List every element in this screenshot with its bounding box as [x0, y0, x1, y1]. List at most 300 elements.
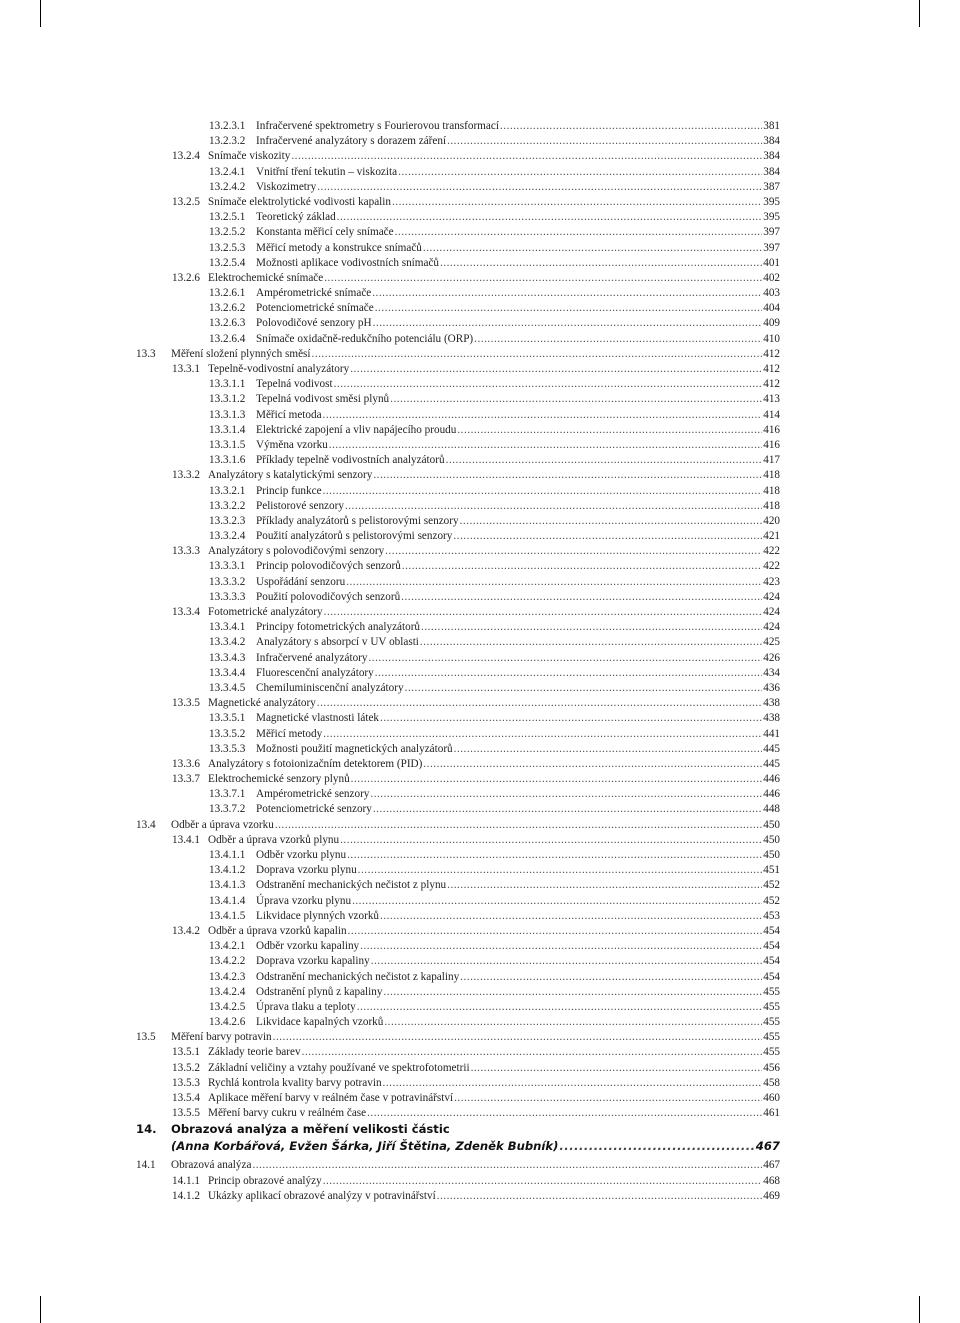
- toc-entry-page: 455: [763, 985, 780, 998]
- toc-entry-title: Analyzátory s absorpcí v UV oblasti: [256, 635, 420, 650]
- toc-entry[interactable]: [136, 134, 780, 149]
- toc-leader-dots: [275, 818, 762, 833]
- toc-entry[interactable]: [136, 1030, 780, 1045]
- toc-entry-title: Možnosti aplikace vodivostních snímačů: [256, 256, 440, 271]
- toc-leader-dots: [423, 757, 762, 772]
- toc-entry-page: 446: [763, 788, 780, 801]
- toc-entry-page: 412: [763, 347, 780, 360]
- toc-leader-dots: [460, 514, 763, 529]
- crop-mark-top-right: [919, 0, 920, 27]
- toc-entry-number: 13.4.2: [172, 924, 200, 937]
- toc-entry-number: 13.3.1: [172, 363, 200, 375]
- toc-entry[interactable]: [136, 939, 780, 954]
- toc-entry-page: 416: [763, 438, 780, 451]
- toc-entry-number: 13.3.4.2: [209, 636, 246, 649]
- toc-entry-page: 395: [763, 211, 780, 224]
- toc-entry-page: 402: [763, 271, 780, 284]
- toc-entry[interactable]: [136, 529, 780, 544]
- toc-leader-dots: [402, 559, 762, 574]
- toc-leader-dots: [390, 392, 762, 407]
- toc-entry-number: 13.2.5.1: [209, 211, 246, 224]
- toc-entry-title: Infračervené analyzátory: [256, 651, 369, 666]
- toc-entry-page: 414: [763, 408, 780, 421]
- toc-entry[interactable]: [136, 1138, 780, 1155]
- toc-entry[interactable]: [136, 970, 780, 985]
- toc-entry-page: 423: [763, 575, 780, 588]
- toc-entry-body: [136, 544, 780, 559]
- toc-leader-dots: [500, 119, 762, 134]
- toc-entry[interactable]: [136, 377, 780, 392]
- toc-entry-title: Příklady analyzátorů s pelistorovými senzory: [256, 514, 460, 529]
- crop-mark-bottom-right: [919, 1296, 920, 1323]
- toc-entry[interactable]: [136, 1091, 780, 1106]
- toc-entry-page: 409: [763, 317, 780, 330]
- toc-entry[interactable]: [136, 666, 780, 681]
- toc-entry[interactable]: [136, 316, 780, 331]
- toc-leader-dots: [371, 954, 763, 969]
- toc-leader-dots: [447, 134, 762, 149]
- toc-entry-page: 384: [763, 150, 780, 163]
- toc-leader-dots: [447, 878, 762, 893]
- toc-entry-number: 13.3.1.3: [209, 408, 246, 421]
- toc-entry-title: Elektrochemické snímače: [208, 271, 324, 286]
- toc-leader-dots: [392, 195, 762, 210]
- toc-entry-title: Princip obrazové analýzy: [208, 1174, 323, 1189]
- toc-entry-page: 397: [763, 226, 780, 239]
- toc-entry-title: Viskozimetry: [256, 180, 317, 195]
- toc-entry-title: Fotometrické analyzátory: [208, 605, 324, 620]
- toc-entry-body: [136, 362, 780, 377]
- toc-entry-page: 397: [763, 241, 780, 254]
- toc-leader-dots: [317, 180, 762, 195]
- toc-leader-dots: [347, 848, 762, 863]
- toc-entry-number: 13.5.5: [172, 1107, 200, 1120]
- toc-entry[interactable]: [136, 1121, 780, 1138]
- toc-entry-number: 13.3.3.1: [209, 560, 246, 573]
- toc-entry-title: Odběr vzorku plynu: [256, 848, 347, 863]
- toc-entry-number: 13.3.4.4: [209, 666, 246, 679]
- toc-entry-number: 13.3.5: [172, 697, 200, 710]
- toc-entry-page: 446: [763, 773, 780, 786]
- toc-entry-body: [136, 1076, 780, 1091]
- toc-entry-page: 467: [755, 1139, 780, 1154]
- toc-leader-dots: [384, 1015, 762, 1030]
- toc-entry[interactable]: [136, 195, 780, 210]
- toc-entry[interactable]: [136, 1106, 780, 1121]
- toc-entry-number: 13.2.4.2: [209, 180, 246, 193]
- toc-entry-page: 403: [763, 287, 780, 300]
- toc-leader-dots: [398, 165, 762, 180]
- toc-leader-dots: [453, 529, 762, 544]
- toc-entry-page: 450: [763, 818, 780, 831]
- toc-entry-body: [136, 1189, 780, 1204]
- toc-entry-page: 424: [763, 590, 780, 603]
- toc-entry-number: 13.4.1.4: [209, 894, 246, 907]
- toc-entry-title: Základy teorie barev: [208, 1045, 302, 1060]
- toc-entry-title: Princip funkce: [256, 484, 323, 499]
- toc-entry-number: 13.3.2.2: [209, 499, 246, 512]
- toc-entry[interactable]: [136, 954, 780, 969]
- toc-entry-body: [136, 818, 780, 833]
- toc-entry[interactable]: [136, 149, 780, 164]
- toc-entry[interactable]: [136, 408, 780, 423]
- toc-entry-page: 448: [763, 803, 780, 816]
- toc-entry-number: 13.5.3: [172, 1076, 200, 1089]
- toc-entry-number: 13.2.5.2: [209, 226, 246, 239]
- toc-entry-page: 438: [763, 697, 780, 710]
- toc-entry-body: [136, 1061, 780, 1076]
- toc-entry[interactable]: [136, 559, 780, 574]
- toc-entry-number: 13.4.1: [172, 833, 200, 846]
- toc-entry-page: 436: [763, 681, 780, 694]
- toc-leader-dots: [460, 970, 762, 985]
- toc-entry-page: 454: [763, 924, 780, 937]
- toc-entry[interactable]: [136, 165, 780, 180]
- toc-entry-number: 13.3.7.2: [209, 803, 246, 816]
- toc-entry[interactable]: [136, 909, 780, 924]
- toc-entry[interactable]: [136, 241, 780, 256]
- toc-entry[interactable]: [136, 711, 780, 726]
- toc-entry-page: 455: [763, 1000, 780, 1013]
- toc-entry-title: Ukázky aplikací obrazové analýzy v potravinářství: [208, 1189, 437, 1204]
- toc-entry-body: [136, 757, 780, 772]
- toc-entry-page: 467: [763, 1159, 780, 1172]
- toc-leader-dots: [351, 772, 763, 787]
- toc-entry-title: Vnitřní tření tekutin – viskozita: [256, 165, 398, 180]
- toc-leader-dots: [317, 696, 762, 711]
- toc-entry-title: Úprava tlaku a teploty: [256, 1000, 357, 1015]
- toc-entry[interactable]: [136, 742, 780, 757]
- toc-leader-dots: [423, 241, 762, 256]
- toc-leader-dots: [421, 620, 762, 635]
- toc-entry-page: 418: [763, 469, 780, 482]
- toc-entry[interactable]: [136, 1000, 780, 1015]
- toc-entry-page: 469: [763, 1189, 780, 1202]
- table-of-contents: [136, 119, 780, 1204]
- toc-entry-number: 13.4.2.3: [209, 970, 246, 983]
- toc-entry-page: 413: [763, 393, 780, 406]
- toc-entry[interactable]: [136, 1015, 780, 1030]
- toc-leader-dots: [373, 802, 762, 817]
- toc-entry[interactable]: [136, 438, 780, 453]
- toc-entry-number: 13.3.4.1: [209, 621, 246, 634]
- toc-entry-body: [136, 195, 780, 210]
- toc-entry[interactable]: [136, 362, 780, 377]
- toc-entry[interactable]: [136, 696, 780, 711]
- toc-entry-title: Měřicí metoda: [256, 408, 323, 423]
- toc-entry[interactable]: [136, 651, 780, 666]
- toc-entry[interactable]: [136, 1174, 780, 1189]
- toc-leader-dots: [385, 544, 762, 559]
- toc-leader-dots: [291, 149, 762, 164]
- toc-entry-title: Potenciometrické snímače: [256, 301, 375, 316]
- toc-entry[interactable]: [136, 514, 780, 529]
- toc-entry[interactable]: [136, 544, 780, 559]
- crop-mark-bottom-left: [40, 1296, 41, 1323]
- toc-entry-title: Použití polovodičových senzorů: [256, 590, 401, 605]
- toc-entry[interactable]: [136, 119, 780, 134]
- toc-entry[interactable]: [136, 1158, 780, 1173]
- toc-entry-title: Uspořádání senzoru: [256, 575, 346, 590]
- toc-entry-number: 13.3.5.3: [209, 742, 246, 755]
- toc-entry-body: [136, 605, 780, 620]
- toc-entry-number: 13.4.1.2: [209, 864, 246, 877]
- toc-entry-page: 418: [763, 499, 780, 512]
- toc-entry-number: 13.2.5.3: [209, 241, 246, 254]
- toc-entry-page: 455: [763, 1016, 780, 1029]
- toc-entry-page: 441: [763, 727, 780, 740]
- toc-entry-number: 13.3.5.2: [209, 727, 246, 740]
- toc-entry-page: 412: [763, 378, 780, 391]
- toc-entry-page: 395: [763, 195, 780, 208]
- toc-entry[interactable]: [136, 1076, 780, 1091]
- toc-entry-number: 13.4.2.5: [209, 1000, 246, 1013]
- toc-entry-page: 454: [763, 940, 780, 953]
- toc-entry[interactable]: [136, 620, 780, 635]
- toc-entry-title: Chemiluminiscenční analyzátory: [256, 681, 405, 696]
- toc-entry-page: 434: [763, 666, 780, 679]
- toc-entry[interactable]: [136, 499, 780, 514]
- toc-entry-page: 384: [763, 165, 780, 178]
- toc-entry-page: 468: [763, 1174, 780, 1187]
- toc-entry-number: 13.4.2.1: [209, 940, 246, 953]
- toc-entry-title: Konstanta měřicí cely snímače: [256, 225, 395, 240]
- toc-entry-title: Snímače elektrolytické vodivosti kapalin: [208, 195, 392, 210]
- toc-entry[interactable]: [136, 332, 780, 347]
- toc-entry-body: [136, 1121, 780, 1138]
- toc-entry-number: 13.3.5.1: [209, 712, 246, 725]
- toc-entry[interactable]: [136, 681, 780, 696]
- toc-entry-title: Likvidace plynných vzorků: [256, 909, 380, 924]
- toc-leader-dots: [440, 256, 762, 271]
- toc-entry[interactable]: [136, 484, 780, 499]
- toc-leader-dots: [457, 423, 762, 438]
- toc-entry-number: 13.3.6: [172, 757, 200, 770]
- toc-entry-title: Ampérometrické senzory: [256, 787, 370, 802]
- toc-leader-dots: [395, 225, 763, 240]
- toc-entry-page: 450: [763, 849, 780, 861]
- toc-leader-dots: [405, 681, 763, 696]
- toc-entry-title: Tepelná vodivost: [256, 377, 334, 392]
- toc-entry-page: 424: [763, 606, 780, 618]
- toc-entry-page: 412: [763, 363, 780, 375]
- toc-entry-number: 13.3.7.1: [209, 788, 246, 801]
- toc-entry-number: 13.4.2.4: [209, 985, 246, 998]
- toc-entry-number: 13.3.4.5: [209, 681, 246, 694]
- toc-entry[interactable]: [136, 392, 780, 407]
- toc-entry-title: Odběr a úprava vzorku: [171, 818, 275, 833]
- toc-entry-number: 13.2.4.1: [209, 165, 246, 178]
- toc-entry-number: 14.1: [136, 1159, 156, 1172]
- toc-entry[interactable]: [136, 787, 780, 802]
- toc-entry-title: Odběr a úprava vzorků kapalin: [208, 924, 348, 939]
- toc-entry-number: 13.3.3.3: [209, 590, 246, 603]
- toc-entry-title: Infračervené analyzátory s dorazem záření: [256, 134, 447, 149]
- toc-leader-dots: [375, 301, 762, 316]
- toc-entry[interactable]: [136, 468, 780, 483]
- toc-entry-body: [136, 1030, 780, 1045]
- toc-entry-page: 453: [763, 909, 780, 922]
- toc-leader-dots: [340, 833, 762, 848]
- toc-entry[interactable]: [136, 757, 780, 772]
- toc-entry-number: 13.2.6.1: [209, 287, 246, 300]
- toc-entry-page: 454: [763, 955, 780, 968]
- toc-entry[interactable]: [136, 453, 780, 468]
- toc-entry-page: 456: [763, 1061, 780, 1074]
- toc-entry[interactable]: [136, 1189, 780, 1204]
- toc-entry-title: Snímače viskozity: [208, 149, 291, 164]
- toc-entry-number: 13.5.4: [172, 1092, 200, 1104]
- toc-leader-dots: [323, 408, 763, 423]
- toc-entry-title: Měření barvy potravin: [171, 1030, 273, 1045]
- toc-entry[interactable]: [136, 301, 780, 316]
- toc-entry-page: 452: [763, 894, 780, 907]
- toc-entry-title: Úprava vzorku plynu: [256, 894, 352, 909]
- toc-entry-number: 13.3.3: [172, 545, 200, 558]
- toc-entry[interactable]: [136, 347, 780, 362]
- toc-leader-dots: [334, 377, 763, 392]
- toc-entry-number: 13.5.2: [172, 1061, 200, 1074]
- toc-entry-number: 13.3.1.4: [209, 423, 246, 436]
- toc-entry-number: 14.: [136, 1122, 157, 1137]
- toc-entry-body: [136, 1045, 780, 1060]
- toc-entry[interactable]: [136, 727, 780, 742]
- toc-leader-dots: [312, 347, 763, 362]
- toc-leader-dots: [474, 332, 762, 347]
- toc-entry-title: Odstranění mechanických nečistot z kapaliny: [256, 970, 460, 985]
- toc-entry-title: Rychlá kontrola kvality barvy potravin: [208, 1076, 383, 1091]
- toc-entry[interactable]: [136, 635, 780, 650]
- toc-entry[interactable]: [136, 833, 780, 848]
- crop-mark-top-left: [40, 0, 41, 27]
- toc-entry[interactable]: [136, 863, 780, 878]
- toc-entry-number: 14.1.2: [172, 1189, 200, 1202]
- toc-entry-number: 13.3.2.4: [209, 530, 246, 543]
- toc-entry-title: Infračervené spektrometry s Fourierovou transformací: [256, 119, 500, 134]
- toc-entry-number: 13.4.1.3: [209, 879, 246, 892]
- toc-entry-body: [136, 1174, 780, 1189]
- toc-entry-page: 381: [763, 120, 780, 132]
- toc-entry-body: [136, 772, 780, 787]
- toc-entry-title: Základní veličiny a vztahy používané ve spektrofotometrii: [208, 1061, 471, 1076]
- toc-entry[interactable]: [136, 575, 780, 590]
- toc-entry-title: Doprava vzorku plynu: [256, 863, 358, 878]
- toc-leader-dots: [357, 1000, 762, 1015]
- toc-entry-title: Výměna vzorku: [256, 438, 329, 453]
- toc-entry-body: [136, 347, 780, 362]
- toc-leader-dots: [401, 590, 762, 605]
- toc-entry-title: Měřicí metody a konstrukce snímačů: [256, 241, 423, 256]
- toc-entry-body: [136, 833, 780, 848]
- toc-entry[interactable]: [136, 878, 780, 893]
- toc-entry-title: Odběr vzorku kapaliny: [256, 939, 360, 954]
- toc-entry-number: 13.5.1: [172, 1046, 200, 1059]
- toc-entry-title: Ampérometrické snímače: [256, 286, 372, 301]
- toc-entry-body: [136, 1158, 780, 1173]
- toc-entry-title: Pelistorové senzory: [256, 499, 345, 514]
- toc-leader-dots: [437, 1189, 763, 1204]
- toc-entry[interactable]: [136, 848, 780, 863]
- toc-entry-page: 418: [763, 484, 780, 497]
- toc-entry-title: Odstranění mechanických nečistot z plynu: [256, 878, 447, 893]
- toc-leader-dots: [446, 453, 763, 468]
- toc-entry[interactable]: [136, 605, 780, 620]
- toc-entry-title: Fluorescenční analyzátory: [256, 666, 375, 681]
- toc-entry-title: Doprava vzorku kapaliny: [256, 954, 371, 969]
- toc-leader-dots: [324, 271, 762, 286]
- toc-entry-title: Magnetické vlastnosti látek: [256, 711, 380, 726]
- toc-entry[interactable]: [136, 772, 780, 787]
- toc-entry-number: 13.4.1.1: [209, 849, 246, 861]
- toc-entry-number: 13.4.1.5: [209, 909, 246, 922]
- toc-entry[interactable]: [136, 818, 780, 833]
- toc-entry[interactable]: [136, 802, 780, 817]
- toc-entry-page: 452: [763, 879, 780, 892]
- toc-entry-page: 454: [763, 970, 780, 983]
- toc-entry-number: 13.3.2: [172, 469, 200, 482]
- toc-leader-dots: [383, 1076, 763, 1091]
- toc-leader-dots: [324, 605, 763, 620]
- toc-entry-page: 401: [763, 256, 780, 269]
- toc-entry[interactable]: [136, 423, 780, 438]
- toc-entry[interactable]: [136, 256, 780, 271]
- toc-leader-dots: [454, 742, 763, 757]
- toc-entry-body: [136, 1091, 780, 1106]
- toc-entry-title: Magnetické analyzátory: [208, 696, 317, 711]
- toc-entry[interactable]: [136, 225, 780, 240]
- toc-entry-number: 13.2.5: [172, 195, 200, 208]
- toc-entry[interactable]: [136, 985, 780, 1000]
- toc-entry[interactable]: [136, 210, 780, 225]
- toc-entry-number: 13.2.6.2: [209, 302, 246, 315]
- toc-leader-dots: [252, 1158, 762, 1173]
- toc-entry-title: Tepelně-vodivostní analyzátory: [208, 362, 350, 377]
- toc-leader-dots: [375, 666, 762, 681]
- toc-entry-page: 384: [763, 135, 780, 148]
- toc-leader-dots: [360, 939, 762, 954]
- toc-entry-page: 451: [763, 864, 780, 877]
- toc-entry-title: Tepelná vodivost směsi plynů: [256, 392, 390, 407]
- toc-entry[interactable]: [136, 1045, 780, 1060]
- toc-leader-dots: [380, 711, 762, 726]
- toc-entry[interactable]: [136, 1061, 780, 1076]
- toc-entry[interactable]: [136, 180, 780, 195]
- toc-entry-page: 455: [763, 1046, 780, 1059]
- toc-entry-page: 424: [763, 621, 780, 634]
- toc-entry-page: 421: [763, 530, 780, 543]
- toc-entry[interactable]: [136, 286, 780, 301]
- toc-entry[interactable]: [136, 924, 780, 939]
- toc-entry-number: 13.2.3.2: [209, 135, 246, 148]
- toc-entry-body: [136, 1106, 780, 1121]
- toc-entry-page: 438: [763, 712, 780, 725]
- toc-leader-dots: [337, 210, 763, 225]
- toc-entry-number: 13.2.6.4: [209, 332, 246, 345]
- toc-entry-title: Elektrické zapojení a vliv napájecího proudu: [256, 423, 457, 438]
- toc-entry[interactable]: [136, 590, 780, 605]
- toc-entry-page: 455: [763, 1031, 780, 1044]
- toc-entry-title: Měření složení plynných směsí: [171, 347, 312, 362]
- toc-entry-number: 13.3.4.3: [209, 651, 246, 664]
- toc-entry[interactable]: [136, 894, 780, 909]
- toc-leader-dots: [352, 894, 762, 909]
- toc-leader-dots: [329, 438, 762, 453]
- toc-entry-page: 422: [763, 545, 780, 558]
- toc-entry[interactable]: [136, 271, 780, 286]
- toc-entry-page: 460: [763, 1092, 780, 1104]
- toc-entry-page: 410: [763, 332, 780, 345]
- toc-entry-number: 13.3.1.1: [209, 378, 246, 391]
